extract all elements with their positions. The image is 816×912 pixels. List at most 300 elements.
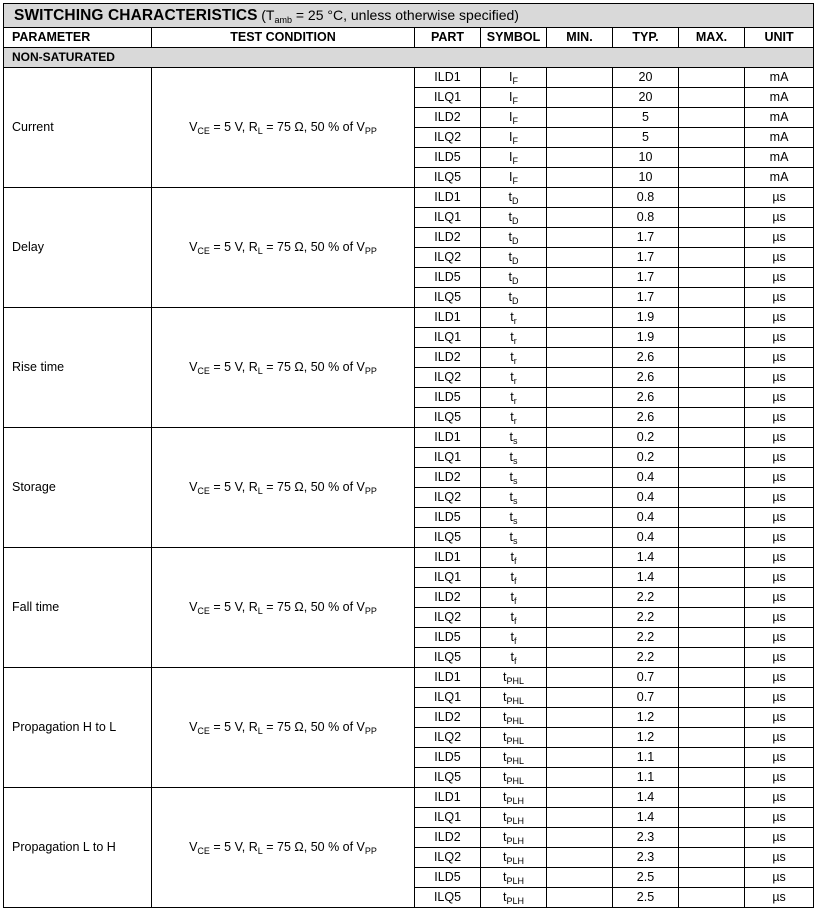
min-cell <box>547 828 613 848</box>
parameter-cell: Current <box>4 68 152 188</box>
test-condition-fragment: V <box>189 240 198 254</box>
max-cell <box>679 768 745 788</box>
symbol-main: t <box>509 450 513 464</box>
header-unit: UNIT <box>745 28 814 48</box>
symbol-sub: PHL <box>506 736 524 746</box>
typ-cell: 0.8 <box>613 208 679 228</box>
symbol-sub: D <box>511 196 519 206</box>
unit-cell: µs <box>745 728 814 748</box>
part-cell: ILQ1 <box>415 208 481 228</box>
max-cell <box>679 488 745 508</box>
parameter-cell: Propagation H to L <box>4 668 152 788</box>
unit-cell: mA <box>745 148 814 168</box>
max-cell <box>679 268 745 288</box>
part-cell: ILD5 <box>415 868 481 888</box>
symbol-cell <box>481 288 547 308</box>
symbol-sub: F <box>512 76 518 86</box>
typ-cell: 2.5 <box>613 888 679 908</box>
min-cell <box>547 448 613 468</box>
symbol-cell <box>481 788 547 808</box>
part-cell: ILQ5 <box>415 288 481 308</box>
max-cell <box>679 888 745 908</box>
table-row <box>4 788 814 808</box>
typ-cell: 2.2 <box>613 648 679 668</box>
test-condition-fragment: L <box>257 246 263 256</box>
symbol-main: t <box>509 530 513 544</box>
symbol-sub: f <box>513 636 517 646</box>
typ-cell: 1.7 <box>613 288 679 308</box>
symbol-cell <box>481 408 547 428</box>
min-cell <box>547 268 613 288</box>
symbol-main: t <box>510 390 514 404</box>
unit-cell: µs <box>745 788 814 808</box>
min-cell <box>547 568 613 588</box>
max-cell <box>679 808 745 828</box>
max-cell <box>679 588 745 608</box>
part-cell: ILD1 <box>415 428 481 448</box>
symbol-main: t <box>510 330 514 344</box>
typ-cell: 10 <box>613 148 679 168</box>
max-cell <box>679 188 745 208</box>
symbol-cell <box>481 808 547 828</box>
unit-cell: µs <box>745 768 814 788</box>
header-symbol: SYMBOL <box>481 28 547 48</box>
symbol-sub: PLH <box>506 836 524 846</box>
symbol-sub: F <box>512 156 518 166</box>
symbol-cell <box>481 428 547 448</box>
min-cell <box>547 148 613 168</box>
symbol-sub: f <box>513 616 517 626</box>
symbol-cell <box>481 508 547 528</box>
symbol-main: t <box>503 770 507 784</box>
max-cell <box>679 848 745 868</box>
symbol-cell <box>481 168 547 188</box>
symbol-sub: D <box>511 216 519 226</box>
typ-cell: 1.4 <box>613 788 679 808</box>
max-cell <box>679 368 745 388</box>
symbol-cell <box>481 488 547 508</box>
min-cell <box>547 348 613 368</box>
symbol-cell <box>481 588 547 608</box>
symbol-cell <box>481 228 547 248</box>
typ-cell: 10 <box>613 168 679 188</box>
test-condition-cell <box>152 668 415 788</box>
symbol-cell <box>481 748 547 768</box>
symbol-cell <box>481 108 547 128</box>
unit-cell: µs <box>745 828 814 848</box>
symbol-sub: D <box>511 236 519 246</box>
part-cell: ILQ2 <box>415 488 481 508</box>
symbol-main: t <box>503 750 507 764</box>
min-cell <box>547 788 613 808</box>
symbol-cell <box>481 248 547 268</box>
typ-cell: 2.2 <box>613 628 679 648</box>
typ-cell: 5 <box>613 108 679 128</box>
max-cell <box>679 568 745 588</box>
header-part: PART <box>415 28 481 48</box>
symbol-cell <box>481 848 547 868</box>
test-condition-cell <box>152 428 415 548</box>
section-label: NON-SATURATED <box>4 48 814 68</box>
symbol-cell <box>481 668 547 688</box>
symbol-cell <box>481 828 547 848</box>
column-header-row <box>4 28 814 48</box>
symbol-sub: s <box>512 516 518 526</box>
symbol-sub: r <box>513 356 517 366</box>
test-condition-fragment: CE <box>197 726 210 736</box>
min-cell <box>547 848 613 868</box>
part-cell: ILQ2 <box>415 368 481 388</box>
part-cell: ILD1 <box>415 548 481 568</box>
unit-cell: µs <box>745 468 814 488</box>
part-cell: ILQ2 <box>415 128 481 148</box>
max-cell <box>679 208 745 228</box>
symbol-cell <box>481 128 547 148</box>
typ-cell: 2.6 <box>613 348 679 368</box>
typ-cell: 2.3 <box>613 828 679 848</box>
symbol-cell <box>481 568 547 588</box>
table-row <box>4 308 814 328</box>
max-cell <box>679 408 745 428</box>
max-cell <box>679 508 745 528</box>
min-cell <box>547 308 613 328</box>
min-cell <box>547 128 613 148</box>
max-cell <box>679 248 745 268</box>
min-cell <box>547 288 613 308</box>
symbol-sub: f <box>513 576 517 586</box>
symbol-cell <box>481 688 547 708</box>
symbol-sub: r <box>513 316 517 326</box>
part-cell: ILQ1 <box>415 448 481 468</box>
title-condition-open: (T <box>261 7 275 23</box>
table-row <box>4 548 814 568</box>
symbol-cell <box>481 648 547 668</box>
symbol-main: t <box>509 490 513 504</box>
part-cell: ILQ5 <box>415 888 481 908</box>
symbol-sub: r <box>513 376 517 386</box>
min-cell <box>547 68 613 88</box>
unit-cell: µs <box>745 568 814 588</box>
min-cell <box>547 768 613 788</box>
test-condition-fragment: PP <box>364 726 377 736</box>
symbol-sub: f <box>513 556 517 566</box>
typ-cell: 5 <box>613 128 679 148</box>
typ-cell: 1.7 <box>613 268 679 288</box>
table-row <box>4 188 814 208</box>
test-condition-fragment: = 5 V, R <box>209 480 258 494</box>
unit-cell: µs <box>745 588 814 608</box>
unit-cell: µs <box>745 888 814 908</box>
test-condition-fragment: = 75 Ω, 50 % of V <box>262 240 365 254</box>
unit-cell: µs <box>745 848 814 868</box>
unit-cell: µs <box>745 528 814 548</box>
test-condition-fragment: PP <box>364 246 377 256</box>
max-cell <box>679 308 745 328</box>
min-cell <box>547 868 613 888</box>
title-condition-sub: amb <box>274 15 292 25</box>
symbol-cell <box>481 368 547 388</box>
min-cell <box>547 708 613 728</box>
symbol-main: t <box>510 550 514 564</box>
part-cell: ILQ2 <box>415 848 481 868</box>
table-title-condition <box>261 7 519 23</box>
part-cell: ILQ2 <box>415 248 481 268</box>
min-cell <box>547 888 613 908</box>
symbol-main: t <box>509 470 513 484</box>
min-cell <box>547 248 613 268</box>
unit-cell: µs <box>745 648 814 668</box>
symbol-cell <box>481 448 547 468</box>
title-condition-rest: = 25 °C, unless otherwise specified) <box>291 7 519 23</box>
min-cell <box>547 608 613 628</box>
test-condition-fragment: L <box>257 366 263 376</box>
symbol-sub: F <box>512 116 518 126</box>
test-condition-cell <box>152 308 415 428</box>
min-cell <box>547 588 613 608</box>
unit-cell: mA <box>745 168 814 188</box>
unit-cell: µs <box>745 548 814 568</box>
min-cell <box>547 388 613 408</box>
test-condition-fragment: PP <box>364 486 377 496</box>
typ-cell: 1.1 <box>613 748 679 768</box>
max-cell <box>679 828 745 848</box>
max-cell <box>679 288 745 308</box>
part-cell: ILD5 <box>415 148 481 168</box>
test-condition-fragment: CE <box>197 846 210 856</box>
typ-cell: 1.9 <box>613 328 679 348</box>
symbol-main: t <box>503 670 507 684</box>
unit-cell: µs <box>745 668 814 688</box>
parameter-cell: Storage <box>4 428 152 548</box>
symbol-cell <box>481 528 547 548</box>
header-max: MAX. <box>679 28 745 48</box>
min-cell <box>547 748 613 768</box>
symbol-main: t <box>510 590 514 604</box>
symbol-cell <box>481 188 547 208</box>
symbol-main: t <box>508 190 512 204</box>
max-cell <box>679 528 745 548</box>
part-cell: ILD2 <box>415 828 481 848</box>
unit-cell: µs <box>745 388 814 408</box>
min-cell <box>547 208 613 228</box>
unit-cell: µs <box>745 268 814 288</box>
typ-cell: 1.9 <box>613 308 679 328</box>
test-condition-fragment: CE <box>197 126 210 136</box>
symbol-sub: PLH <box>506 896 524 906</box>
unit-cell: µs <box>745 408 814 428</box>
test-condition-fragment: PP <box>364 606 377 616</box>
test-condition-cell <box>152 188 415 308</box>
test-condition-fragment: PP <box>364 366 377 376</box>
symbol-cell <box>481 768 547 788</box>
typ-cell: 20 <box>613 88 679 108</box>
part-cell: ILQ2 <box>415 728 481 748</box>
test-condition-fragment: L <box>257 486 263 496</box>
part-cell: ILQ5 <box>415 768 481 788</box>
part-cell: ILQ1 <box>415 328 481 348</box>
symbol-cell <box>481 548 547 568</box>
unit-cell: µs <box>745 868 814 888</box>
symbol-sub: PHL <box>506 676 524 686</box>
symbol-main: t <box>503 730 507 744</box>
min-cell <box>547 428 613 448</box>
typ-cell: 0.4 <box>613 528 679 548</box>
symbol-cell <box>481 348 547 368</box>
symbol-main: I <box>509 130 513 144</box>
max-cell <box>679 128 745 148</box>
symbol-sub: r <box>513 396 517 406</box>
part-cell: ILQ1 <box>415 568 481 588</box>
test-condition-fragment: L <box>257 606 263 616</box>
header-test-condition: TEST CONDITION <box>152 28 415 48</box>
symbol-sub: s <box>512 436 518 446</box>
test-condition-fragment: V <box>189 480 198 494</box>
symbol-sub: D <box>511 256 519 266</box>
typ-cell: 0.8 <box>613 188 679 208</box>
typ-cell: 20 <box>613 68 679 88</box>
min-cell <box>547 808 613 828</box>
unit-cell: µs <box>745 328 814 348</box>
test-condition-cell <box>152 548 415 668</box>
symbol-sub: PHL <box>506 696 524 706</box>
test-condition-fragment: L <box>257 846 263 856</box>
symbol-main: t <box>503 890 507 904</box>
switching-characteristics-sheet <box>3 3 813 908</box>
max-cell <box>679 648 745 668</box>
max-cell <box>679 448 745 468</box>
part-cell: ILQ5 <box>415 528 481 548</box>
symbol-sub: PHL <box>506 756 524 766</box>
part-cell: ILD1 <box>415 668 481 688</box>
max-cell <box>679 688 745 708</box>
part-cell: ILD5 <box>415 268 481 288</box>
typ-cell: 2.6 <box>613 408 679 428</box>
parameter-cell: Fall time <box>4 548 152 668</box>
test-condition-fragment: CE <box>197 606 210 616</box>
test-condition-fragment: L <box>257 126 263 136</box>
symbol-main: t <box>510 310 514 324</box>
typ-cell: 0.4 <box>613 488 679 508</box>
unit-cell: mA <box>745 88 814 108</box>
symbol-cell <box>481 708 547 728</box>
unit-cell: µs <box>745 448 814 468</box>
typ-cell: 2.3 <box>613 848 679 868</box>
symbol-sub: F <box>512 176 518 186</box>
min-cell <box>547 648 613 668</box>
min-cell <box>547 188 613 208</box>
symbol-cell <box>481 608 547 628</box>
unit-cell: µs <box>745 628 814 648</box>
test-condition-fragment: V <box>189 120 198 134</box>
table-row <box>4 668 814 688</box>
symbol-main: t <box>508 270 512 284</box>
symbol-cell <box>481 68 547 88</box>
part-cell: ILD1 <box>415 308 481 328</box>
max-cell <box>679 428 745 448</box>
part-cell: ILQ2 <box>415 608 481 628</box>
symbol-main: t <box>510 610 514 624</box>
max-cell <box>679 608 745 628</box>
min-cell <box>547 528 613 548</box>
min-cell <box>547 368 613 388</box>
symbol-main: t <box>508 230 512 244</box>
switching-characteristics-table <box>3 3 814 908</box>
table-row <box>4 68 814 88</box>
table-title <box>4 4 814 28</box>
symbol-cell <box>481 628 547 648</box>
symbol-cell <box>481 868 547 888</box>
max-cell <box>679 748 745 768</box>
part-cell: ILD2 <box>415 708 481 728</box>
typ-cell: 1.4 <box>613 808 679 828</box>
min-cell <box>547 668 613 688</box>
max-cell <box>679 468 745 488</box>
symbol-sub: s <box>512 496 518 506</box>
max-cell <box>679 88 745 108</box>
symbol-cell <box>481 308 547 328</box>
max-cell <box>679 168 745 188</box>
symbol-sub: PLH <box>506 876 524 886</box>
symbol-main: t <box>509 430 513 444</box>
typ-cell: 0.2 <box>613 448 679 468</box>
symbol-sub: PLH <box>506 796 524 806</box>
symbol-cell <box>481 148 547 168</box>
test-condition-fragment: L <box>257 726 263 736</box>
max-cell <box>679 68 745 88</box>
part-cell: ILQ5 <box>415 168 481 188</box>
max-cell <box>679 708 745 728</box>
typ-cell: 1.4 <box>613 548 679 568</box>
part-cell: ILD5 <box>415 508 481 528</box>
symbol-cell <box>481 268 547 288</box>
min-cell <box>547 728 613 748</box>
symbol-main: I <box>509 150 513 164</box>
part-cell: ILQ5 <box>415 408 481 428</box>
symbol-main: I <box>509 170 513 184</box>
typ-cell: 1.7 <box>613 228 679 248</box>
max-cell <box>679 228 745 248</box>
typ-cell: 1.4 <box>613 568 679 588</box>
test-condition-fragment: = 5 V, R <box>209 120 258 134</box>
unit-cell: µs <box>745 608 814 628</box>
unit-cell: µs <box>745 808 814 828</box>
symbol-sub: r <box>513 416 517 426</box>
symbol-cell <box>481 468 547 488</box>
part-cell: ILQ1 <box>415 808 481 828</box>
min-cell <box>547 508 613 528</box>
symbol-sub: r <box>513 336 517 346</box>
test-condition-fragment: = 75 Ω, 50 % of V <box>262 840 365 854</box>
unit-cell: µs <box>745 188 814 208</box>
min-cell <box>547 108 613 128</box>
unit-cell: µs <box>745 208 814 228</box>
parameter-cell: Delay <box>4 188 152 308</box>
part-cell: ILD2 <box>415 348 481 368</box>
symbol-main: t <box>503 850 507 864</box>
symbol-main: t <box>503 710 507 724</box>
typ-cell: 2.2 <box>613 608 679 628</box>
unit-cell: µs <box>745 308 814 328</box>
test-condition-fragment: V <box>189 840 198 854</box>
min-cell <box>547 488 613 508</box>
symbol-sub: s <box>512 536 518 546</box>
min-cell <box>547 408 613 428</box>
max-cell <box>679 868 745 888</box>
table-title-main: SWITCHING CHARACTERISTICS <box>14 7 258 24</box>
symbol-sub: F <box>512 96 518 106</box>
min-cell <box>547 168 613 188</box>
unit-cell: µs <box>745 368 814 388</box>
